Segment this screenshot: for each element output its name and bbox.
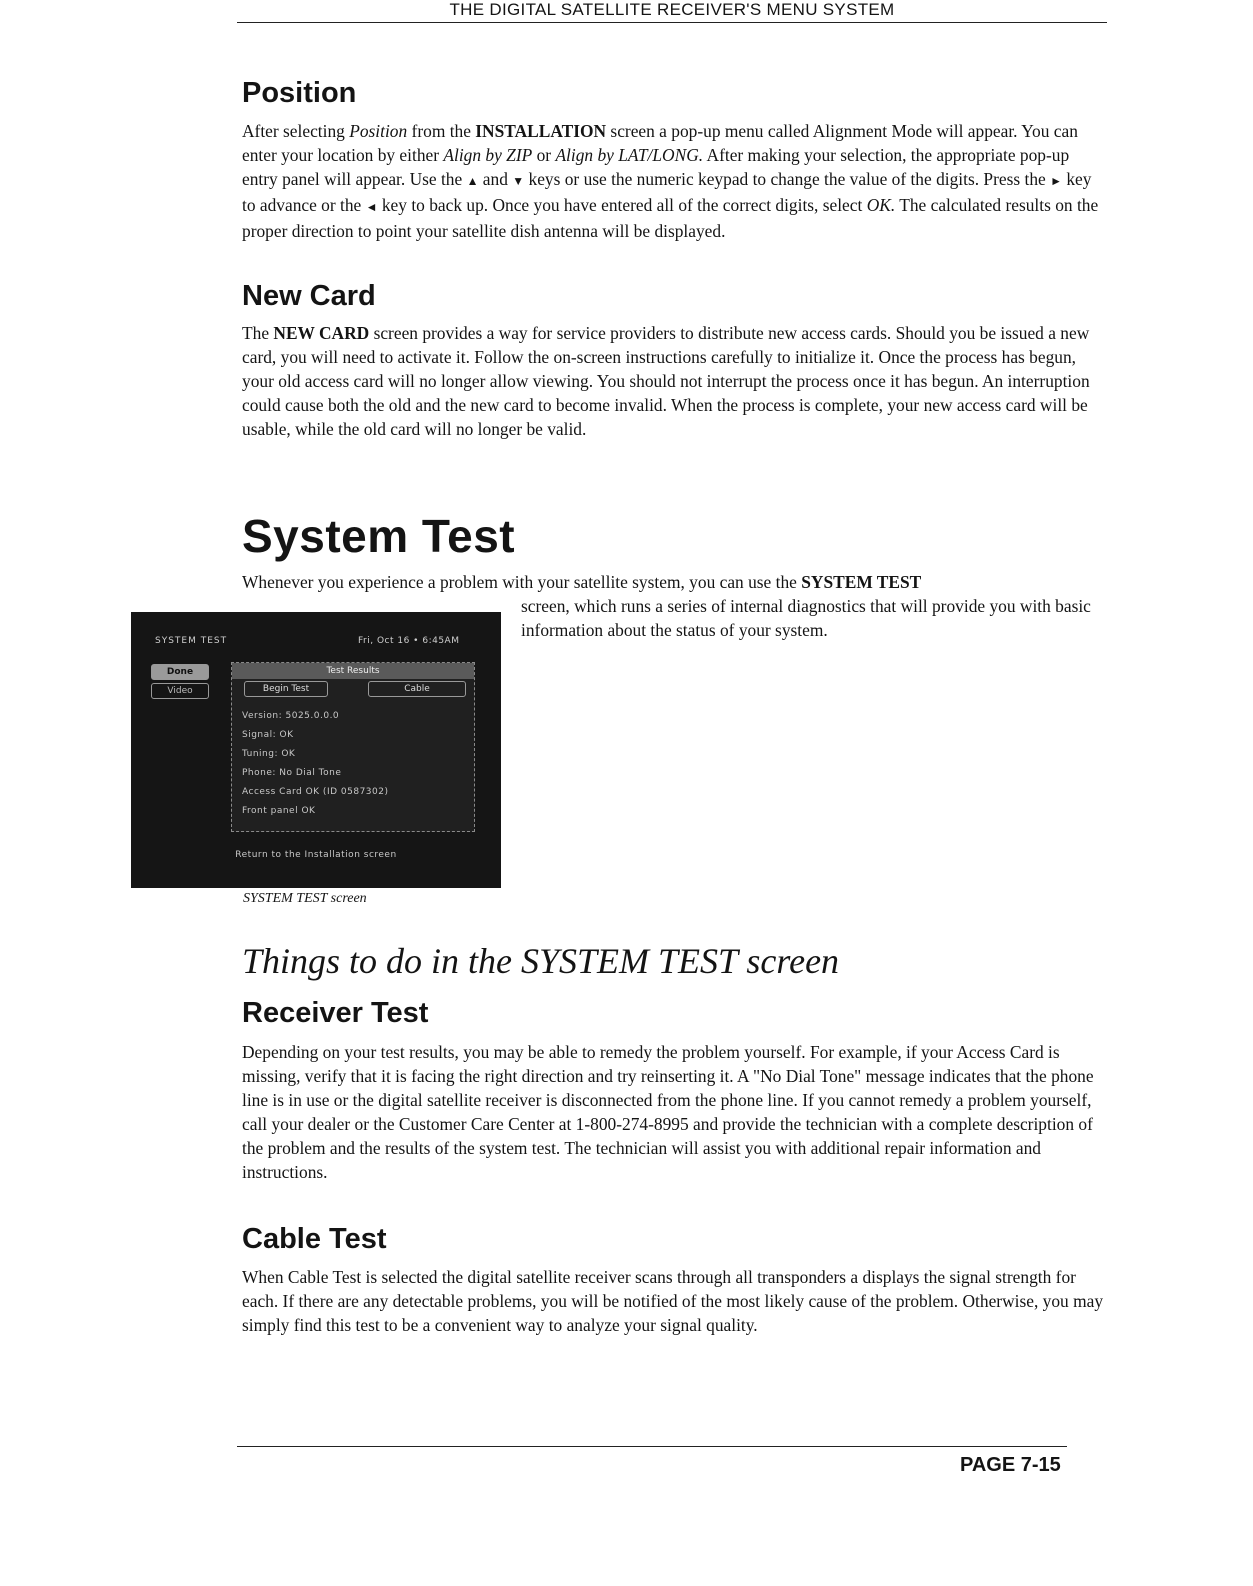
- page-number: PAGE 7-15: [960, 1454, 1061, 1476]
- system-test-screenshot: [131, 612, 501, 888]
- screenshot-caption: SYSTEM TEST screen: [243, 891, 367, 906]
- done-button: Done: [151, 664, 209, 680]
- result-line: Access Card OK (ID 0587302): [242, 787, 389, 797]
- test-results-panel: [231, 662, 475, 832]
- running-header: [237, 0, 1107, 23]
- left-arrow-icon: ◄: [365, 200, 378, 214]
- new-card-heading: New Card: [242, 280, 376, 312]
- position-paragraph: After selecting Position from the INSTALLATION screen a pop-up menu called Alignment Mode will appear. You can enter your location by either Align by ZIP or Align by LAT/LONG. After making your selection, the appropriate pop-up entry panel will appear. Use the ▲ and ▼ keys or use the numeric keypad to change the value of the digits. Press the ► key to advance or the ◄ key to back up. Once you have entered all of the correct digits, select OK. The calculated results on the proper direction to point your satellite dish antenna will be displayed.: [242, 121, 1099, 241]
- right-arrow-icon: ►: [1050, 174, 1062, 188]
- up-arrow-icon: ▲: [466, 174, 479, 188]
- result-line: Signal: OK: [242, 730, 294, 740]
- begin-test-button: Begin Test: [244, 681, 328, 697]
- position-heading: Position: [242, 77, 357, 109]
- receiver-test-heading: Receiver Test: [242, 997, 429, 1029]
- result-line: Front panel OK: [242, 806, 316, 816]
- cable-button: Cable: [368, 681, 466, 697]
- running-header-text: THE DIGITAL SATELLITE RECEIVER'S MENU SYSTEM: [449, 0, 895, 19]
- system-test-heading: System Test: [242, 510, 516, 562]
- screenshot-footer: Return to the Installation screen: [235, 850, 397, 860]
- result-line: Tuning: OK: [242, 749, 296, 759]
- cable-test-heading: Cable Test: [242, 1223, 387, 1255]
- result-line: Version: 5025.0.0.0: [242, 711, 340, 721]
- footer-rule: [237, 1446, 1067, 1447]
- system-test-intro-cont: screen, which runs a series of internal diagnostics that will provide you with basic information about the status of your system.: [521, 596, 1091, 640]
- things-heading: Things to do in the SYSTEM TEST screen: [242, 941, 840, 981]
- receiver-test-paragraph: Depending on your test results, you may be able to remedy the problem yourself. For example, if your Access Card is missing, verify that it is facing the right direction and try reinserting it. A "No Dial Tone" message indicates that the phone line is in use or the digital satellite receiver is disconnected from the phone line. If you cannot remedy a problem yourself, call your dealer or the Customer Care Center at 1-800-274-8995 and provide the technician with a complete description of the problem and the results of the system test. The technician will assist you with additional repair information and instructions.: [242, 1042, 1094, 1182]
- cable-test-paragraph: When Cable Test is selected the digital satellite receiver scans through all transponders a displays the signal strength for each. If there are any detectable problems, you will be notified of the most likely cause of the problem. Otherwise, you may simply find this test to be a convenient way to analyze your signal quality.: [242, 1267, 1104, 1335]
- result-line: Phone: No Dial Tone: [242, 768, 342, 778]
- video-button: Video: [151, 683, 209, 699]
- new-card-paragraph: The NEW CARD screen provides a way for service providers to distribute new access cards. Should you be issued a new card, you will need to activate it. Follow the on-screen instructions carefully to initialize it. Once the process has begun, your old access card will no longer allow viewing. You should not interrupt the process once it has begun. An interruption could cause both the old and the new card to become invalid. When the process is complete, your new access card will be usable, while the old card will no longer be valid.: [242, 323, 1090, 439]
- test-results-title: Test Results: [232, 663, 474, 679]
- system-test-intro: Whenever you experience a problem with your satellite system, you can use the SYSTEM TEST: [242, 572, 922, 592]
- screenshot-title: SYSTEM TEST: [155, 636, 228, 646]
- screenshot-clock: Fri, Oct 16 • 6:45AM: [358, 636, 460, 646]
- down-arrow-icon: ▼: [512, 174, 525, 188]
